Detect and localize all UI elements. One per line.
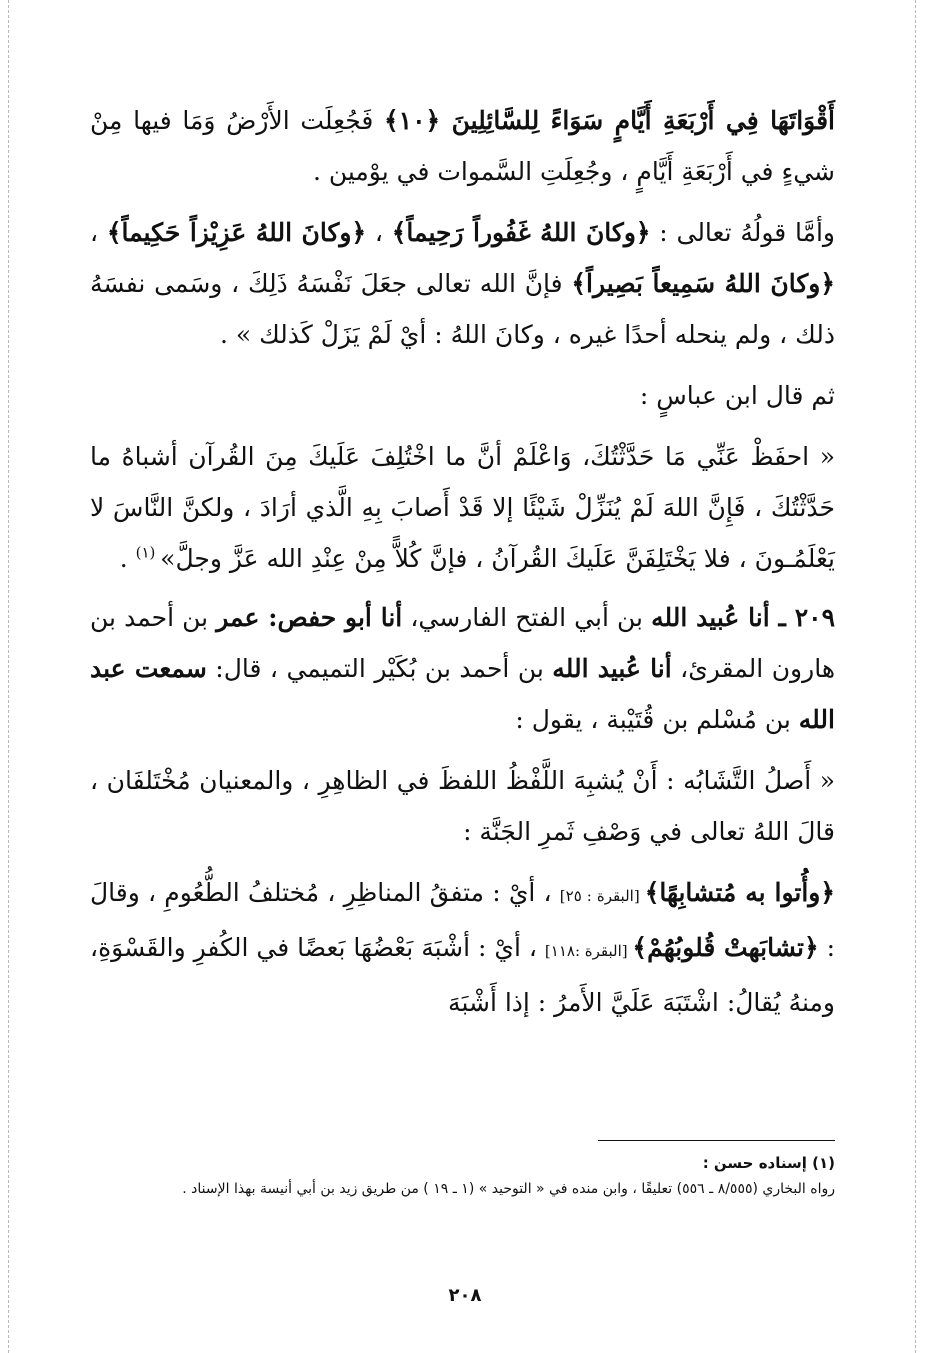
narrator-name: سمعت عبد الله <box>90 654 835 734</box>
text-run: ، <box>366 218 392 247</box>
quran-quote: ﴿وكانَ اللهُ غَفُوراً رَحِيماً﴾ <box>391 218 651 247</box>
paragraph <box>90 431 835 584</box>
footnote-divider <box>598 1140 835 1141</box>
text-run: « أَصلُ التَّشَابُه : أَنْ يُشبِهَ اللَّفْظُ اللفظَ في الظاهِرِ ، والمعنيان مُخْتَلفَان ، قالَ اللهُ تعالى في وَصْفِ ثَمرِ الجَنَّة : <box>90 766 835 846</box>
text-run: فإنَّ الله تعالى جعَلَ نَفْسَهُ ذَلِكَ ، وسَمى نفسَهُ ذلك ، ولم ينحله أحدًا غيره ، وكانَ اللهُ : أيْ لَمْ يَزَلْ كَذلك » . <box>90 269 835 349</box>
text-run: بن أحمد بن بُكَيْر التميمي ، قال: <box>206 654 553 683</box>
paragraph <box>90 755 835 857</box>
main-text <box>90 95 835 1028</box>
paragraph <box>90 867 835 1028</box>
text-run: ، أيْ : متفقُ المناظِرِ ، مُختلفُ الطُّعُومِ ، وقالَ : <box>90 878 835 962</box>
text-run: . <box>119 544 136 573</box>
paragraph <box>90 95 835 197</box>
paragraph <box>90 370 835 421</box>
text-run: ، <box>90 218 107 247</box>
narrator-name: أنا عُبيد الله <box>552 654 672 683</box>
page-number: ٢٠٨ <box>448 1285 482 1306</box>
text-run: « احفَظْ عَنِّي مَا حَدَّثْتُكَ، وَاعْلَمْ أنَّ ما اخْتُلِفَ عَلَيكَ مِنَ القُرآن أشباهُ ما حَدَّثْتُكَ ، فَإِنَّ اللهَ لَمْ يُنَزِّلْ شَيْئًا إلا قَدْ أَصابَ بِهِ الَّذي أرَادَ ، ولكنَّ النَّاسَ لا يَعْلَمُـونَ ، فلا يَخْتَلِفَنَّ عَلَيكَ القُرآنُ ، فإنَّ كُلاًّ مِنْ عِنْدِ الله عَزَّ وجلَّ» <box>90 442 835 573</box>
verse-reference: [البقرة :١١٨] <box>544 942 633 960</box>
footnote-text: رواه البخاري (٨/٥٥٥ ـ ٥٥٦) تعليقًا ، وابن منده في « التوحيد » (١ ـ ١٩ ) من طريق زيد بن أبي أنيسة بهذا الإسناد . <box>182 1181 835 1197</box>
text-run: بن أبي الفتح الفارسي، <box>402 603 652 632</box>
text-run: وأمَّا قولُهُ تعالى : <box>650 218 835 247</box>
quran-quote: ﴿وكانَ اللهُ عَزِيْزاً حَكِيماً﴾ <box>106 218 367 247</box>
text-run: ، أيْ : أشْبَهَ بَعْضُهَا بَعضًا في الكُفرِ والقَسْوَةِ، ومنهُ يُقالُ: اشْتَبَهَ عَلَيَّ الأَمرُ : إذا أَشْبَهَ <box>90 933 835 1017</box>
scan-margin-line-right <box>915 0 916 1353</box>
quran-quote: ﴿وكانَ اللهُ سَمِيعاً بَصِيراً﴾ <box>571 269 835 298</box>
footnote-marker: (١) <box>135 543 161 562</box>
text-run: بن أحمد بن هارون المقرئ، <box>90 603 836 683</box>
scan-margin-line-left <box>8 0 9 1353</box>
footnotes <box>90 1150 835 1202</box>
narrator-name: أنا أبو حفص: عمر <box>216 603 403 632</box>
narrator-name: ٢٠٩ ـ أنا عُبيد الله <box>651 603 836 632</box>
text-run: ثم قال ابن عباسٍ : <box>639 381 835 410</box>
quran-quote: ﴿تشابَهتْ قُلوبُهُمْ﴾ <box>632 933 819 962</box>
quran-quote: ﴿وأُتوا به مُتشابِهًا﴾ <box>644 878 836 907</box>
paragraph <box>90 207 835 360</box>
quran-quote: أَقْوَاتَهَا فِي أَرْبَعَةِ أَيَّامٍ سَوَاءً لِلسَّائِلِينَ ﴿١٠﴾ <box>383 106 835 135</box>
footnote-title: (١) إسناده حسن : <box>702 1154 835 1172</box>
hadith-paragraph <box>90 592 835 745</box>
text-run: فَجُعِلَت الأَرْضُ وَمَا فيها مِنْ شيءٍ في أَرْبَعَةِ أَيَّامٍ ، وجُعِلَتِ السَّموات في يوْمين . <box>90 106 835 186</box>
text-run: بن مُسْلم بن قُتَيْبة ، يقول : <box>515 705 799 734</box>
verse-reference: [البقرة : ٢٥] <box>559 887 645 905</box>
